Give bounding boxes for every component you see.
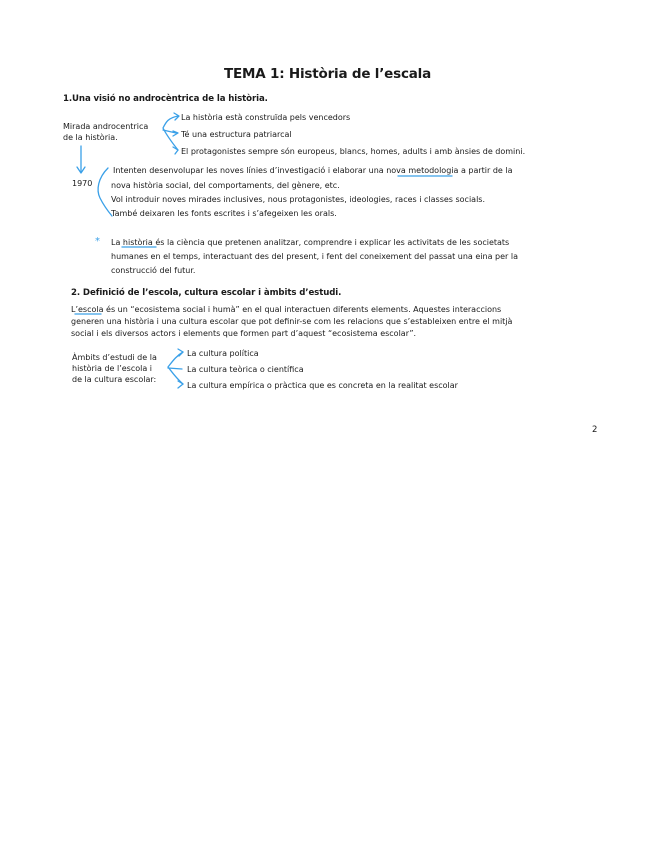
branch-item-2: Té una estructura patriarcal xyxy=(181,130,292,139)
ambits-label-line-2: història de l’escola i xyxy=(72,364,153,373)
page-number: 2 xyxy=(592,425,598,435)
history-line-1: La història és la ciència que pretenen analitzar, comprendre i explicar les activitats de les societats xyxy=(111,238,510,247)
section-2-paragraph-line-2: generen una història i una cultura escolar que pot definir-se com les relacions que s’estableixen entre el mitjà xyxy=(71,317,513,326)
new-point-2: nova història social, del comportaments, del gènere, etc. xyxy=(111,181,340,190)
branch-item-3: El protagonistes sempre són europeus, blancs, homes, adults i amb ànsies de domini. xyxy=(181,147,526,156)
new-point-3: Vol introduir noves mirades inclusives, nous protagonistes, ideologies, races i classes socials. xyxy=(111,195,486,204)
ambit-branch-1: La cultura política xyxy=(187,349,259,358)
section-2-paragraph-line-3: social i els diversos actors i elements que formen part d’aquest “ecosistema escolar”. xyxy=(71,329,417,338)
section-1-heading: 1.Una visió no androcèntrica de la història. xyxy=(63,94,268,104)
new-point-1-text: Intenten desenvolupar les noves línies d’investigació i elaborar una nova metodologia a partir de la xyxy=(113,166,513,175)
year-label: 1970 xyxy=(72,179,93,188)
section-2-heading: 2. Definició de l’escola, cultura escolar i àmbits d’estudi. xyxy=(71,288,342,298)
brace-icon xyxy=(98,168,112,216)
new-point-4: També deixaren les fonts escrites i s’afegeixen les orals. xyxy=(111,209,337,218)
page-title: TEMA 1: Història de l’escala xyxy=(223,66,431,82)
androcentric-label-line2: de la història. xyxy=(63,133,118,142)
ambits-label-line-1: Àmbits d’estudi de la xyxy=(72,353,157,362)
ambits-label-line-3: de la cultura escolar: xyxy=(72,375,157,384)
androcentric-label-line1: Mirada androcentrica xyxy=(63,122,149,131)
arrow-head-icon xyxy=(178,381,183,388)
section-2-paragraph-line-1: L’escola és un “ecosistema social i humà” en el qual interactuen diferents elements. Aquestes interaccions xyxy=(71,305,502,314)
history-line-3: construcció del futur. xyxy=(111,266,196,275)
ambit-branch-3: La cultura empírica o pràctica que es concreta en la realitat escolar xyxy=(187,381,458,390)
ambit-branch-2: La cultura teòrica o científica xyxy=(187,365,304,374)
branch-item-1: La història està construïda pels vencedors xyxy=(181,113,351,122)
bullet-mark: * xyxy=(95,236,100,247)
history-line-2: humanes en el temps, interactuant des del present, i fent del coneixement del passat una eina per la xyxy=(111,252,518,261)
